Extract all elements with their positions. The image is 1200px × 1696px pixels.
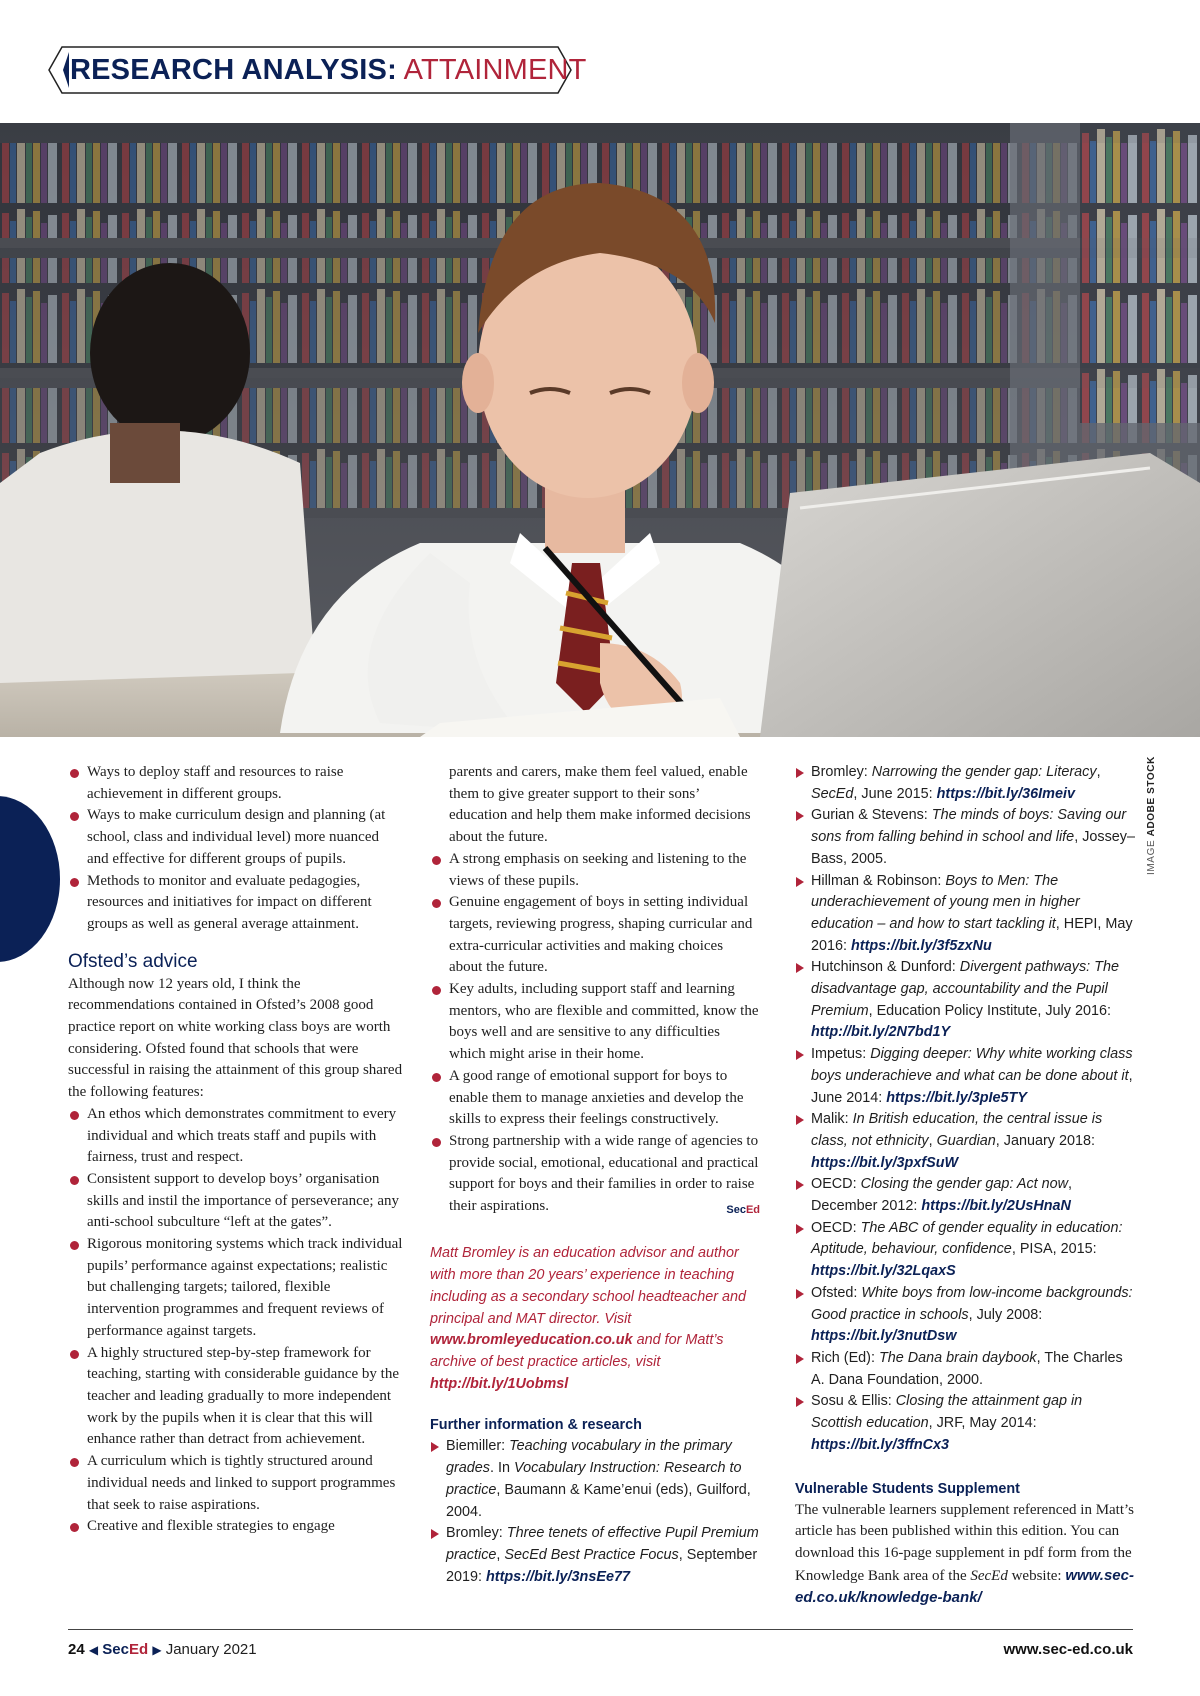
- reference-link[interactable]: https://bit.ly/3nsEe77: [486, 1568, 630, 1585]
- bromley-website-link[interactable]: www.bromleyeducation.co.uk: [430, 1332, 633, 1349]
- reference-link[interactable]: http://bit.ly/2N7bd1Y: [811, 1024, 951, 1041]
- reference-item: Bromley: Narrowing the gender gap: Literacy, SecEd, June 2015: https://bit.ly/36Imeiv: [795, 762, 1135, 805]
- reference-link[interactable]: https://bit.ly/36Imeiv: [936, 785, 1075, 802]
- reference-item: OECD: The ABC of gender equality in education: Aptitude, behaviour, confidence, PISA, 2015: https://bit.ly/32LqaxS: [795, 1218, 1135, 1283]
- reference-link[interactable]: https://bit.ly/2UsHnaN: [921, 1198, 1071, 1215]
- ofsted-heading: Ofsted’s advice: [68, 950, 198, 972]
- ofsted-feature-list-continued: [430, 849, 760, 1218]
- best-practice-archive-link[interactable]: http://bit.ly/1Uobmsl: [430, 1375, 569, 1392]
- section-title: [70, 50, 587, 90]
- magazine-name-part2: Ed: [128, 1641, 149, 1658]
- left-arrow-icon: ◀: [88, 1643, 99, 1657]
- list-item: Ways to deploy staff and resources to raise achievement in different groups.: [68, 762, 404, 805]
- reference-item: Ofsted: White boys from low-income backgrounds: Good practice in schools, July 2008: https://bit.ly/3nutDsw: [795, 1283, 1135, 1348]
- footer-website[interactable]: www.sec-ed.co.uk: [1003, 1641, 1133, 1658]
- reference-link[interactable]: https://bit.ly/3nutDsw: [811, 1328, 957, 1345]
- footer-rule: [68, 1629, 1133, 1630]
- decorative-navy-circle: [0, 796, 60, 962]
- reference-list-continued: [795, 762, 1135, 1457]
- further-info-heading: Further information & research: [430, 1417, 642, 1434]
- reference-item: Sosu & Ellis: Closing the attainment gap in Scottish education, JRF, May 2014: https://bit.ly/3ffnCx3: [795, 1391, 1135, 1456]
- page-number: 24: [68, 1641, 85, 1658]
- list-item: Creative and flexible strategies to engage: [68, 1516, 404, 1538]
- right-arrow-icon: ▶: [152, 1643, 162, 1657]
- reference-link[interactable]: https://bit.ly/3f5zxNu: [851, 937, 992, 954]
- supplement-text: The vulnerable learners supplement referenced in Matt’s article has been published within this edition. You can download this 16-page supplement in pdf form from the Knowledge Bank area of the SecEd website: www.sec-ed.co.uk/knowledge-bank/: [795, 1501, 1135, 1607]
- reference-item: Malik: In British education, the central issue is class, not ethnicity, Guardian, January 2018: https://bit.ly/3pxfSuW: [795, 1109, 1135, 1174]
- reference-link[interactable]: https://bit.ly/3pIe5TY: [886, 1089, 1027, 1106]
- knowledge-bank-link[interactable]: www.sec-ed.co.uk/knowledge-bank/: [795, 1566, 1134, 1607]
- list-item: Strong partnership with a wide range of agencies to provide social, emotional, educational and practical support for boys and their families in order to raise their aspirations.: [430, 1131, 760, 1218]
- list-item: An ethos which demonstrates commitment to every individual and which treats staff and pupils with fairness, trust and respect.: [68, 1104, 404, 1169]
- issue-date: January 2021: [165, 1641, 257, 1658]
- list-item: A good range of emotional support for boys to enable them to manage anxieties and develop the skills to express their feelings constructively.: [430, 1066, 760, 1131]
- list-item: Rigorous monitoring systems which track individual pupils’ performance against expectations; realistic but challenging targets; tailored, flexible intervention programmes and frequent reviews of performance against targets.: [68, 1234, 404, 1343]
- section-banner: [48, 46, 587, 94]
- column-3: [795, 762, 1135, 1610]
- list-item: A strong emphasis on seeking and listening to the views of these pupils.: [430, 849, 760, 892]
- column-2: [430, 762, 760, 1588]
- reference-item: Gurian & Stevens: The minds of boys: Saving our sons from falling behind in school and life, Jossey–Bass, 2005.: [795, 805, 1135, 870]
- column-1: [68, 762, 404, 1538]
- reference-item: Hutchinson & Dunford: Divergent pathways: The disadvantage gap, accountability and the Pupil Premium, Education Policy Institute, July 2016: http://bit.ly/2N7bd1Y: [795, 957, 1135, 1044]
- list-item: Consistent support to develop boys’ organisation skills and instil the importance of perseverance; any anti-school subculture “left at the gates”.: [68, 1169, 404, 1234]
- reference-link[interactable]: https://bit.ly/3ffnCx3: [811, 1436, 950, 1453]
- magazine-name-part1: Sec: [102, 1641, 129, 1658]
- section-title-lead: RESEARCH ANALYSIS:: [70, 54, 397, 86]
- reference-item: Bromley: Three tenets of effective Pupil Premium practice, SecEd Best Practice Focus, September 2019: https://bit.ly/3nsEe77: [430, 1523, 760, 1588]
- reference-list: [430, 1436, 760, 1588]
- ofsted-feature-list: [68, 1104, 404, 1538]
- hero-photo: [0, 123, 1200, 737]
- footer-folio: [68, 1640, 257, 1660]
- author-bio: Matt Bromley is an education advisor and author with more than 20 years’ experience in teaching including as a secondary school headteacher and principal and MAT director. Visit www.bromleyeducation.co.uk and for Matt’s archive of best practice articles, visit http://bit.ly/1Uobmsl: [430, 1245, 747, 1392]
- end-mark-logo: SecEd: [726, 1203, 760, 1216]
- reference-item: OECD: Closing the gender gap: Act now, December 2012: https://bit.ly/2UsHnaN: [795, 1174, 1135, 1217]
- list-item: Key adults, including support staff and learning mentors, who are flexible and committed, know the boys well and are sensitive to any difficulties which might arise in their home.: [430, 979, 760, 1066]
- reference-link[interactable]: https://bit.ly/3pxfSuW: [811, 1154, 959, 1171]
- intro-bullet-list: [68, 762, 404, 936]
- image-credit: IMAGE ADOBE STOCK: [1146, 756, 1157, 875]
- reference-item: Impetus: Digging deeper: Why white working class boys underachieve and what can be done about it, June 2014: https://bit.ly/3pIe5TY: [795, 1044, 1135, 1109]
- reference-item: Biemiller: Teaching vocabulary in the primary grades. In Vocabulary Instruction: Research to practice, Baumann & Kame’enui (eds), Guilford, 2004.: [430, 1436, 760, 1523]
- list-item: A highly structured step-by-step framework for teaching, starting with considerable guidance by the teacher and leading gradually to more independent work by the pupils when it is clear that this will enhance rather than detract from achievement.: [68, 1343, 404, 1452]
- reference-link[interactable]: https://bit.ly/32LqaxS: [811, 1263, 956, 1280]
- list-item: A curriculum which is tightly structured around individual needs and linked to support programmes that seek to raise aspirations.: [68, 1451, 404, 1516]
- ofsted-paragraph: Although now 12 years old, I think the recommendations contained in Ofsted’s 2008 good practice report on white working class boys are worth considering. Ofsted found that schools that were successful in raising the attainment of this group shared the following features:: [68, 975, 403, 1101]
- reference-item: Hillman & Robinson: Boys to Men: The underachievement of young men in higher education – and how to start tackling it, HEPI, May 2016: https://bit.ly/3f5zxNu: [795, 871, 1135, 958]
- section-title-topic: ATTAINMENT: [403, 54, 587, 86]
- list-item: Ways to make curriculum design and planning (at school, class and individual level) more nuanced and effective for different groups of pupils.: [68, 805, 404, 870]
- reference-item: Rich (Ed): The Dana brain daybook, The Charles A. Dana Foundation, 2000.: [795, 1348, 1135, 1391]
- supplement-heading: Vulnerable Students Supplement: [795, 1480, 1020, 1497]
- continued-bullet-text: parents and carers, make them feel valued, enable them to give greater support to their sons’ education and help them make informed decisions about the future.: [449, 764, 751, 846]
- list-item: Genuine engagement of boys in setting individual targets, reviewing progress, shaping curricular and extra-curricular activities and making choices about the future.: [430, 892, 760, 979]
- list-item: Methods to monitor and evaluate pedagogies, resources and initiatives for impact on different groups as well as general average attainment.: [68, 871, 404, 936]
